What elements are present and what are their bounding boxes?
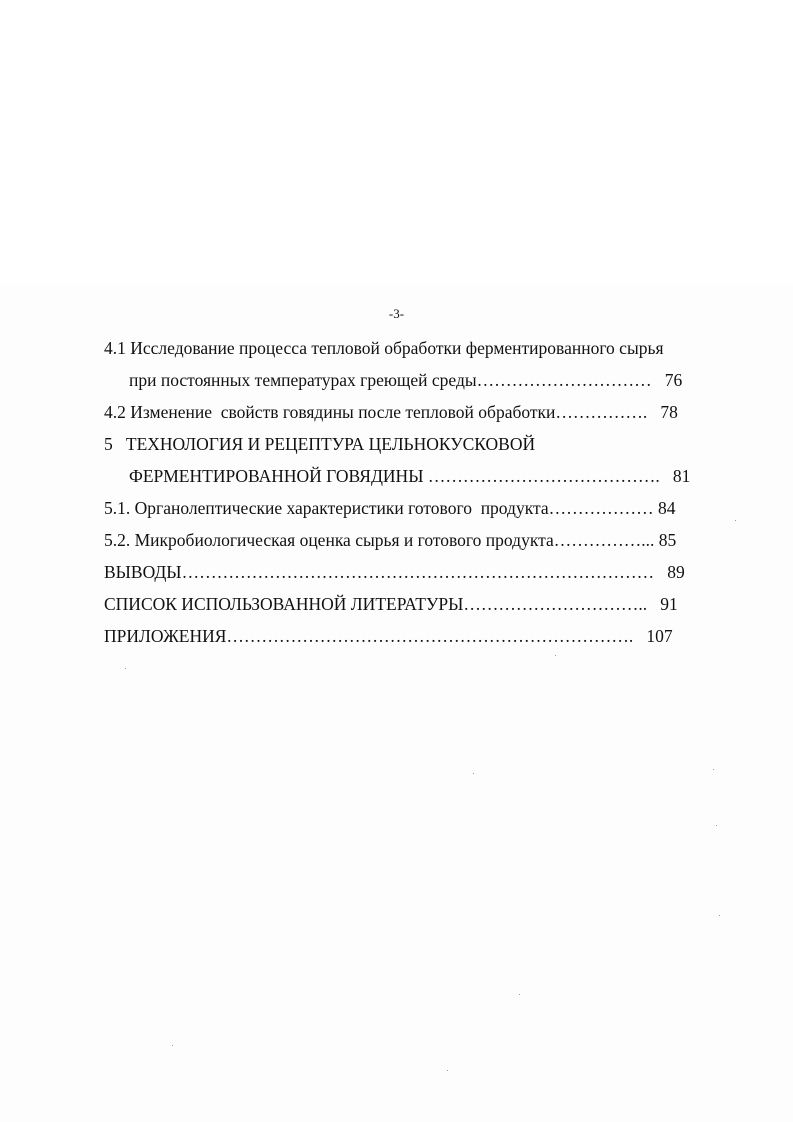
scan-speck: [716, 825, 717, 826]
toc-entry-4-1: 4.1 Исследование процесса тепловой обработки ферментированного сырья: [104, 338, 664, 358]
toc-entry-conclusions: ВЫВОДЫ……………………………………………………………………… 89: [104, 562, 685, 582]
toc-entry-5-2: 5.2. Микробиологическая оценка сырья и готового продукта……………... 85: [104, 530, 677, 550]
toc-entry-5: 5 ТЕХНОЛОГИЯ И РЕЦЕПТУРА ЦЕЛЬНОКУСКОВОЙ: [104, 434, 536, 454]
toc-entry-5-1: 5.1. Органолептические характеристики готового продукта……………… 84: [104, 498, 676, 518]
scan-speck: [555, 655, 556, 656]
toc-entry-references: СПИСОК ИСПОЛЬЗОВАННОЙ ЛИТЕРАТУРЫ………………………….. 91: [104, 594, 678, 614]
scan-speck: [519, 994, 520, 995]
scan-speck: [125, 668, 126, 669]
toc-entry-4-1-continued: при постоянных температурах греющей среды………………………… 76: [129, 370, 683, 390]
scan-speck: [172, 1045, 173, 1046]
toc-entry-5-continued: ФЕРМЕНТИРОВАННОЙ ГОВЯДИНЫ …………………………………. 81: [129, 466, 691, 486]
scan-speck: [713, 769, 714, 770]
scan-speck: [719, 915, 720, 916]
toc-entry-4-2: 4.2 Изменение свойств говядины после тепловой обработки……………. 78: [104, 402, 678, 422]
scan-speck: [735, 520, 736, 521]
scan-speck: [473, 773, 474, 774]
scan-speck: [447, 1070, 448, 1071]
page-number: -3-: [388, 306, 405, 321]
toc-entry-appendices: ПРИЛОЖЕНИЯ……………………………………………………………. 107: [104, 626, 673, 646]
